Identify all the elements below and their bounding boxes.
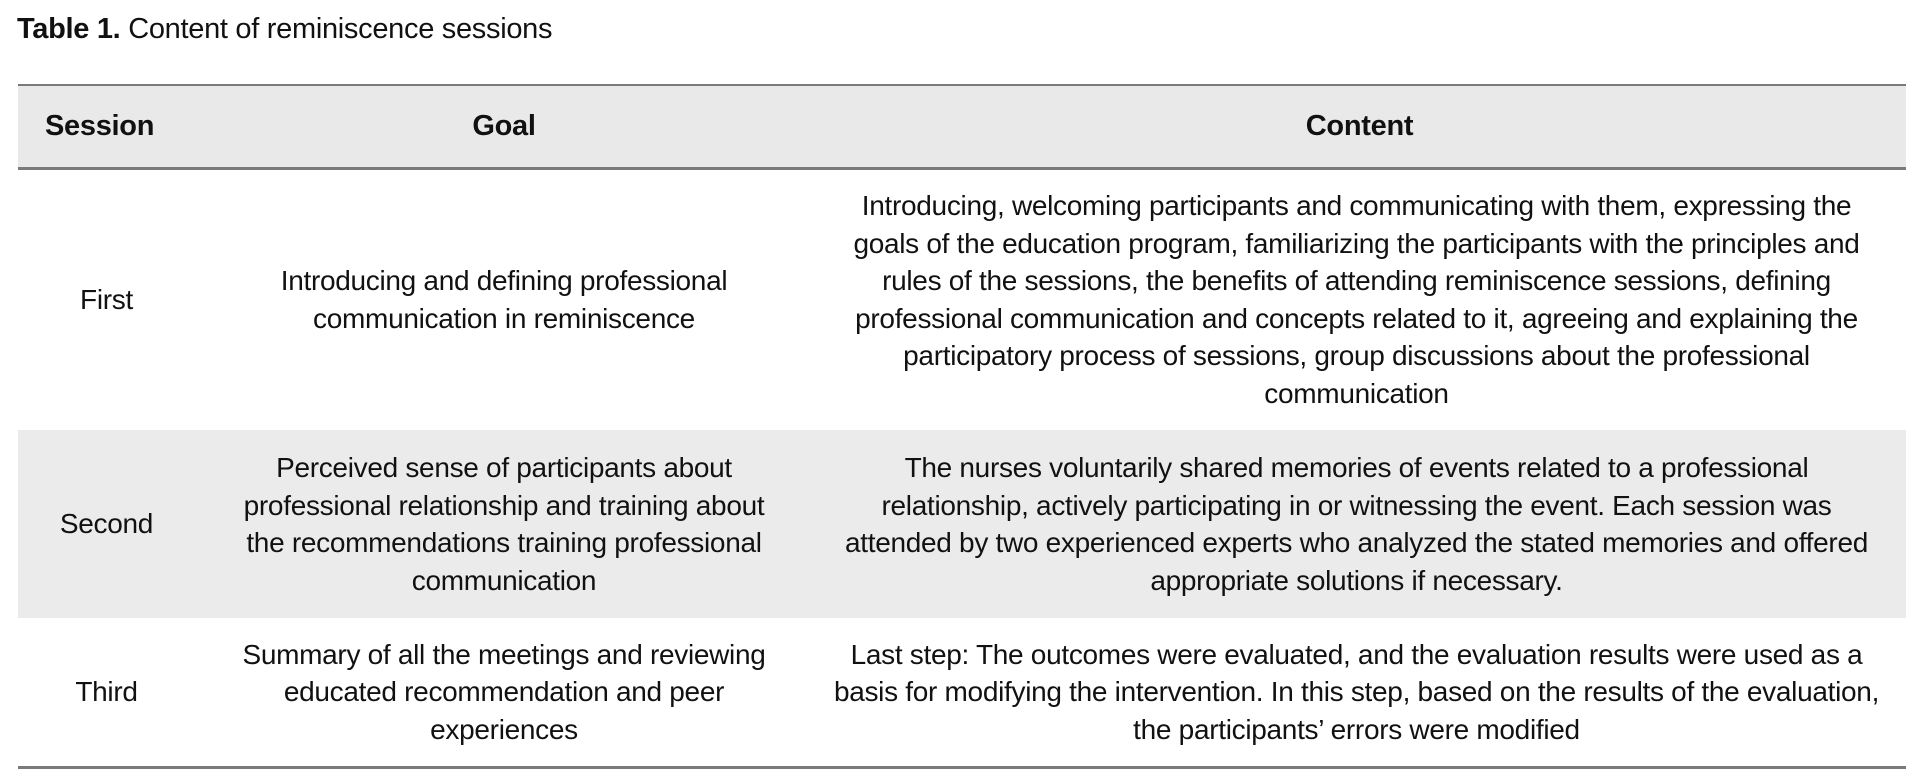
cell-session: Third	[75, 676, 138, 707]
table-row	[18, 430, 1906, 618]
table-header	[18, 85, 1906, 168]
header-session: Session	[45, 109, 155, 142]
cell-content: Introducing, welcoming participants and communicating with them, expressing the goals of the education program, familiarizing the participants with the principles and rules of the sessions, the benefits of attending reminiscence sessions, defining professional communication and concepts related to it, agreeing and explaining the participatory process of sessions, group discussions about the professional communication	[853, 190, 1860, 409]
table-row	[18, 618, 1906, 767]
header-goal: Goal	[472, 109, 536, 142]
cell-goal: Introducing and defining professional communication in reminiscence	[280, 265, 728, 334]
cell-content: The nurses voluntarily shared memories of events related to a professional relationship, actively participating in or witnessing the event. Each session was attended by two experienced experts who analyzed the stated memories and offered appropriate solutions if necessary.	[844, 452, 1869, 596]
table-body	[18, 168, 1906, 767]
cell-goal: Summary of all the meetings and reviewing educated recommendation and peer experiences	[242, 638, 766, 745]
cell-content: Last step: The outcomes were evaluated, and the evaluation results were used as a basis for modifying the intervention. In this step, based on the results of the evaluation, the participants’ errors were modified	[833, 638, 1880, 745]
sessions-table	[18, 84, 1906, 769]
table-caption	[17, 11, 552, 47]
table-row	[18, 168, 1906, 430]
cell-goal: Perceived sense of participants about professional relationship and training about the recommendations training professional communication	[243, 452, 765, 596]
cell-session: First	[80, 284, 133, 315]
header-row	[18, 85, 1906, 168]
table-caption-label: Table 1.	[17, 13, 121, 45]
cell-session: Second	[59, 508, 154, 540]
header-content: Content	[1305, 109, 1414, 142]
table-caption-text: Content of reminiscence sessions	[128, 13, 553, 45]
